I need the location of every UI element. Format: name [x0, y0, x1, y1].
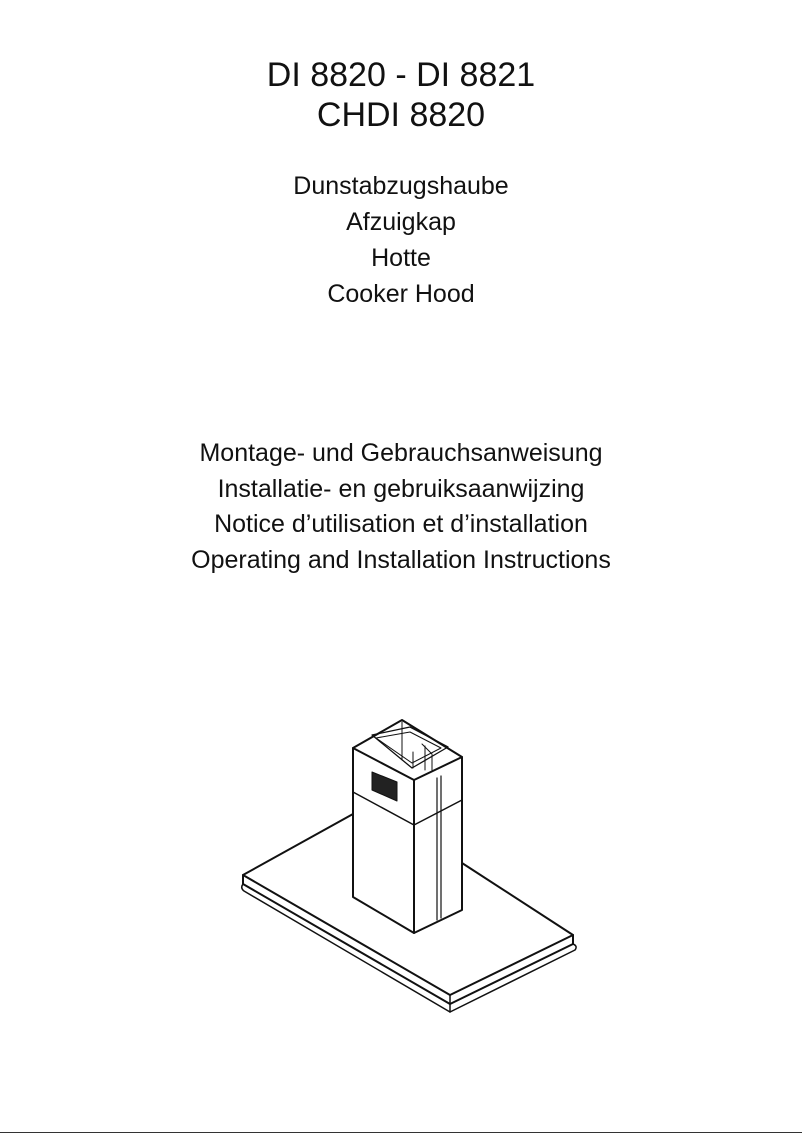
instruction-nl: Installatie- en gebruiksaanwijzing [217, 474, 585, 503]
instruction-en: Operating and Installation Instructions [191, 545, 611, 574]
model-line-1: DI 8820 - DI 8821 [266, 56, 536, 94]
product-name-nl: Afzuigkap [346, 208, 456, 236]
instruction-fr: Notice d’utilisation et d’installation [214, 510, 588, 538]
product-name-fr: Hotte [371, 244, 431, 272]
model-line-2: CHDI 8820 [316, 96, 486, 134]
product-name-de: Dunstabzugshaube [293, 172, 509, 200]
product-name-en: Cooker Hood [327, 280, 475, 308]
bottom-rule [0, 1132, 802, 1133]
instruction-de: Montage- und Gebrauchsanweisung [199, 439, 603, 467]
chimney [353, 720, 462, 933]
